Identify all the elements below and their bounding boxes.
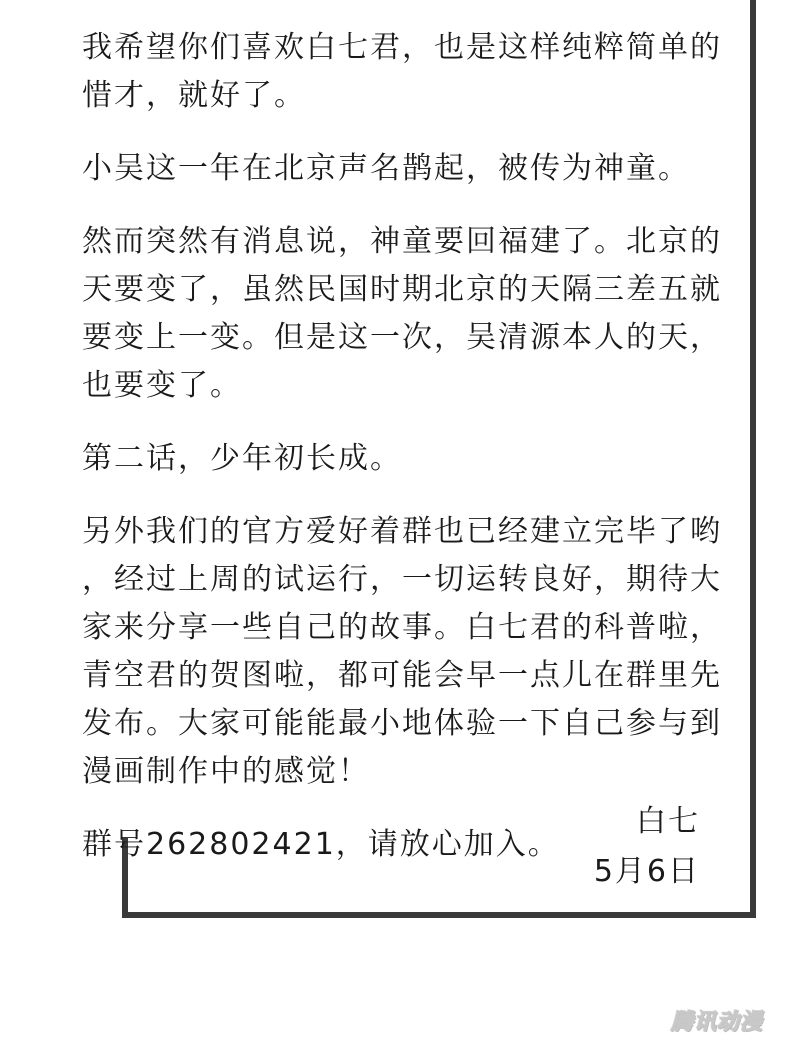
paragraph-1 (82, 24, 742, 120)
text-line: 惜才，就好了。 (82, 78, 306, 113)
text-line: 青空君的贺图啦，都可能会早一点儿在群里先 (82, 658, 722, 693)
paragraph-4 (82, 435, 742, 483)
paragraph-3 (82, 218, 742, 410)
text-line: 要变上一变。但是这一次，吴清源本人的天， (82, 320, 722, 355)
watermark-logo: 腾讯动漫 (670, 1009, 763, 1035)
text-line: 群号262802421，请放心加入。 (82, 827, 560, 862)
text-line: 漫画制作中的感觉！ (82, 754, 370, 789)
text-line: 小吴这一年在北京声名鹊起，被传为神童。 (82, 151, 690, 186)
text-line: ，经过上周的试运行，一切运转良好，期待大 (82, 562, 722, 597)
text-line: 我希望你们喜欢白七君，也是这样纯粹简单的 (82, 30, 722, 65)
text-line: 然而突然有消息说，神童要回福建了。北京的 (82, 224, 722, 259)
text-line: 天要变了，虽然民国时期北京的天隔三差五就 (82, 272, 722, 307)
signature-date: 5月6日 (593, 854, 700, 889)
text-line: 家来分享一些自己的故事。白七君的科普啦， (82, 610, 722, 645)
paragraph-5 (82, 508, 742, 796)
paragraph-2 (82, 145, 742, 193)
panel-border-right (750, 0, 756, 918)
text-line: 第二话，少年初长成。 (82, 441, 402, 476)
letter-body (82, 24, 742, 894)
text-line: 发布。大家可能能最小地体验一下自己参与到 (82, 706, 722, 741)
text-line: 另外我们的官方爱好着群也已经建立完毕了哟 (82, 514, 722, 549)
panel-border-bottom (122, 912, 756, 918)
signature-name: 白七 (636, 804, 700, 839)
text-line: 也要变了。 (82, 368, 242, 403)
